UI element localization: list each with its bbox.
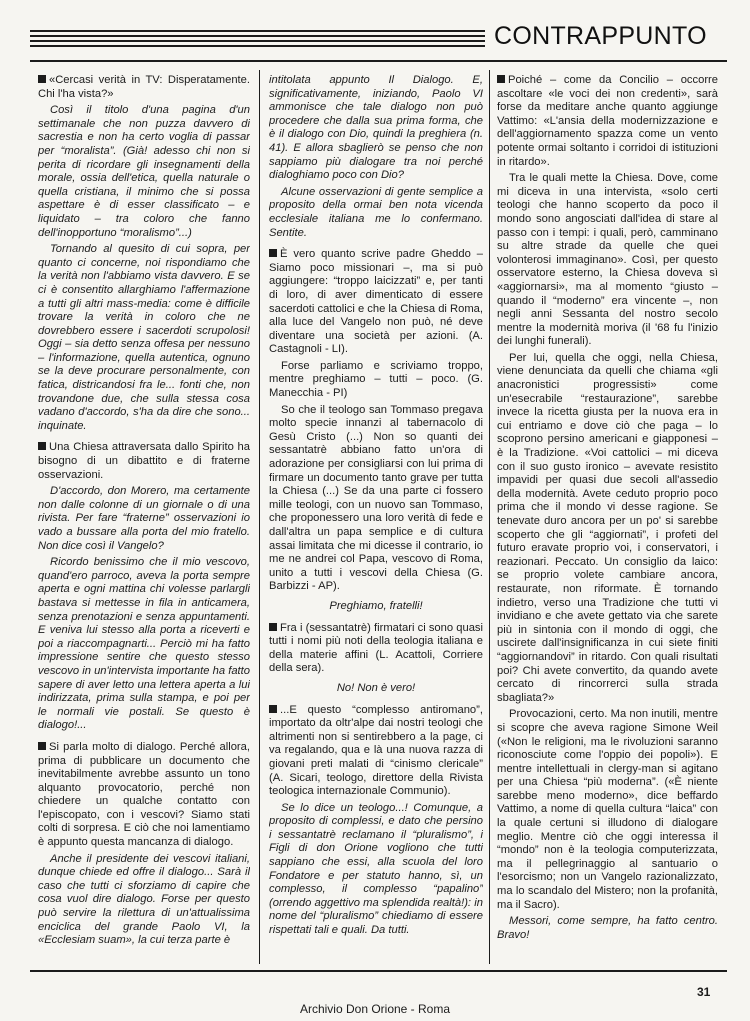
article-column-2 xyxy=(269,74,483,964)
paragraph: Fra i (sessantatrè) firmatari ci sono quasi tutti i nomi più noti della teologia italiana e della materie affini (L. Acattoli, Corriere della sera). xyxy=(269,621,483,675)
paragraph: Per lui, quella che oggi, nella Chiesa, viene denunciata da quelli che chiama «gli anacronistici progressisti» come un'esecrabile “restaurazione”, sarebbe invece la ricetta giusta per la nuova era in cui entriamo e dove ciò che paga – lo scoprono persino americani e giapponesi – è la Tradizione. «Voi cattolici – mi diceva con il suo gusto ironico – avevate resistito impavidi per quasi due secoli all'assedio della modernità. Avete ceduto proprio poco prima che il mondo vi desse ragione. Se tenevate duro ancora per un po' si sarebbe scoperto che gli “aggiornati”, i profeti del futuro eravate proprio voi, i conservatori, i reazionari. Peccato. Un consiglio da laico: se proprio volete cambiare ancora, restaurate, non riformate. È tornando indietro, verso una Tradizione che tutti vi invidiano e che avete gettato via che sarete più in sintonia con il mondo di oggi, che uscirete dall'insignificanza in cui siete finiti “aggiornandovi” in ritardo. Con quali risultati poi? Chi avete convertito, da quando avete cercato di rincorrerci sulla strada sbagliata?» xyxy=(497,351,718,704)
section-bullet-icon xyxy=(38,75,46,83)
paragraph: Anche il presidente dei vescovi italiani, dunque chiede ed offre il dialogo... Sarà il caso che tutti ci sforziamo di capire che cosa vuol dire dialogo. Forse per questo può servire la rilettura di un'attualissima enciclica del grande Paolo VI, la «Ecclesiam suam», la cui terza parte è xyxy=(38,852,250,947)
paragraph: È vero quanto scrive padre Gheddo – Siamo poco missionari –, ma si può aggiungere: “troppo laicizzati” e, per tanti di loro, di aver dimenticato di essere sacerdoti cattolici e che la Chiesa di Roma, alla luce del Vangelo non può, né deve diventare una società per azioni. (A. Castagnoli - LI). xyxy=(269,248,483,356)
paragraph: Alcune osservazioni di gente semplice a proposito della ormai ben nota vicenda ecclesiale italiana me lo confermano. Sentite. xyxy=(269,185,483,239)
article-column-1 xyxy=(38,74,250,964)
paragraph: Messori, come sempre, ha fatto centro. Bravo! xyxy=(497,915,718,941)
paragraph: Una Chiesa attraversata dallo Spirito ha bisogno di un dibattito e di fraterne osservazioni. xyxy=(38,441,250,481)
header-rules xyxy=(30,30,485,52)
paragraph: No! Non è vero! xyxy=(336,681,416,694)
section-bullet-icon xyxy=(269,249,277,257)
section-bullet-icon xyxy=(269,705,277,713)
article-column-3 xyxy=(497,74,718,964)
paragraph: Preghiamo, fratelli! xyxy=(329,599,423,612)
paragraph: Tra le quali mette la Chiesa. Dove, come mi diceva in una intervista, «solo certi teologi che hanno scoperto da poco il mondo sono angosciati dall'idea di stare al passo con i tempi: i quali, però, camminano su altre strade da quelle che quei volonterosi immaginano». Così, per questo osservatore esterno, la Chiesa doveva sì «aggiornarsi», ma al momento “giusto – quando il “moderno” era vincente –, non negli anni Sessanta del nostro secolo mentre la modernità moriva (il '68 fu l'inizio dei lunghi funerali). xyxy=(497,172,718,348)
page-number: 31 xyxy=(697,985,711,999)
section-bullet-icon xyxy=(38,442,46,450)
paragraph: Ricordo benissimo che il mio vescovo, quand'ero parroco, aveva la porta sempre aperta e ogni mattina chi volesse parlargli bastava si mettesse in fila in anticamera, senza prenotazioni e senza appuntamenti. E veniva lui stesso alla porta a riceverti e poi a riaccompagnarti... Perciò mi ha fatto impressione sentire che questo stesso vescovo in un'intervista importante ha fatto sapere di aver letto una lettera aperta a lui indirizzata, prima sulla stampa, e poi per le normali vie postali. Se questo è dialogo!... xyxy=(38,556,250,732)
paragraph: Tornando al quesito di cui sopra, per quanto ci concerne, noi rispondiamo che la verità non l'abbiamo vista davvero. E se ci è consentito allarghiamo l'affermazione a tutti gli altri mass-media: come è difficile trovare la verità in coloro che ne dovrebbero essere i sacerdoti scrupolosi! Oggi – sia detto senza offesa per nessuno – l'informazione, quella autentica, ognuno se la deve procurare personalmente, con fatica, districandosi fra le... fonti che, non trovandone due, che sulla stessa cosa vadano d'accordo, s'ha da dire che sono... inquinate. xyxy=(38,243,250,432)
paragraph: intitolata appunto Il Dialogo. E, significativamente, iniziando, Paolo VI ammonisce che tale dialogo non può procedere che dalla sua prima forma, che è il dialogo con Dio, quindi la preghiera (n. 41). E allora sbaglierò se penso che non sappiamo più dialogare tra noi perché dialoghiamo poco con Dio? xyxy=(269,74,483,182)
section-title: CONTRAPPUNTO xyxy=(494,22,707,50)
paragraph: Così il titolo d'una pagina d'un settimanale che non puzza davvero di sacrestia e non ha certo voglia di passar per “moralista”. (Già! adesso chi non si perita di ricordare gli insegnamenti della morale, ossia dell'etica, quella naturale o quella cristiana, il minimo che si possa aspettare è di esser classificato – e liquidato – tra coloro che fanno dell'inopportuno “moralismo”...) xyxy=(38,104,250,239)
section-bullet-icon xyxy=(269,623,277,631)
section-bullet-icon xyxy=(497,75,505,83)
paragraph: Provocazioni, certo. Ma non inutili, mentre si scopre che aveva ragione Simone Weil («Non le religioni, ma le rivoluzioni saranno riconosciute come l'oppio dei popoli»). E mentre intellettuali in clergy-man si agitano per una Chiesa “più moderna”. («È niente sarebbe meno moderno», dice beffardo Vattimo, a nome di quella cultura “laica” con la quale certuni si illudono di dialogare meglio. Mentre ciò che oggi interessa il “mondo” non è la teologia computerizzata, ma il pellegrinaggio al santuario o l'esorcismo; non un Vangelo razionalizzato, ma lo scandalo del Mistero; non la profanità, ma il Sacro). xyxy=(497,708,718,911)
paragraph: Poiché – come da Concilio – occorre ascoltare «le voci dei non credenti», sarà forse da meditare anche quanto aggiunge Vattimo: «L'ansia della modernizzazione e dell'aggiornamento spazza come un vento potente ormai soltanto i corridoi di istituzioni in ritardo». xyxy=(497,74,718,168)
paragraph: ...E questo “complesso antiromano”, importato da oltr'alpe dai nostri teologi che altrimenti non si sentirebbero a la page, ci va regalando, qua e là una nuova razza di giovani preti malati di “cinismo clericale” (A. Sicari, teologo, direttore della Rivista teologica internazionale Communio). xyxy=(269,703,483,798)
paragraph: Forse parliamo e scriviamo troppo, mentre preghiamo – tutti – poco. (G. Manecchia - PI) xyxy=(269,359,483,400)
paragraph: D'accordo, don Morero, ma certamente non dalle colonne di un giornale o di una rivista. Per fare “fraterne” osservazioni io vado a bussare alla porta del mio fratello. Non dice così il Vangelo? xyxy=(38,485,250,552)
paragraph: «Cercasi verità in TV: Disperatamente. Chi l'ha vista?» xyxy=(38,74,250,100)
paragraph: Se lo dice un teologo...! Comunque, a proposito di complessi, e dato che persino i sessantatrè reclamano il “pluralismo”, i Figli di don Orione vogliono che tutti sappiano che essi, alla scuola del loro Fondatore e per statuto hanno, sì, un complesso, il complesso “papalino” (orrendo aggettivo ma splendida realtà!): in nome del “pluralismo” chiediamo di essere rispettati tali e quali. Da tutti. xyxy=(269,801,483,937)
paragraph: So che il teologo san Tommaso pregava molto specie innanzi al tabernacolo di Gesù Cristo (...) Non so quanti dei sessantatrè abbiano fatto un'ora di adorazione per consigliarsi con lui prima di firmare un documento tanto grave per tutta la Chiesa (...) Se da una parte ci fossero mille teologi, con un nuovo san Tommaso, che proponessero una loro verità di fede e dall'altra un papa semplice e di cultura assai limitata che mi dicesse il contrario, io me ne andrei col Papa, vescovo di Roma, unito a tutti i vescovi della Chiesa (G. Barbizzi - AP). xyxy=(269,403,483,593)
section-bullet-icon xyxy=(38,742,46,750)
archive-caption: Archivio Don Orione - Roma xyxy=(299,1002,451,1016)
column-divider xyxy=(489,70,490,964)
column-divider xyxy=(259,70,260,964)
paragraph: Si parla molto di dialogo. Perché allora, prima di pubblicare un documento che inevitabilmente avrebbe assunto un tono alquanto provocatorio, perché non chiedere un qualche contatto con l'episcopato, con i vescovi? Siamo stati colti di sorpresa. E ciò che noi lamentiamo è appunto questa mancanza di dialogo. xyxy=(38,740,250,849)
